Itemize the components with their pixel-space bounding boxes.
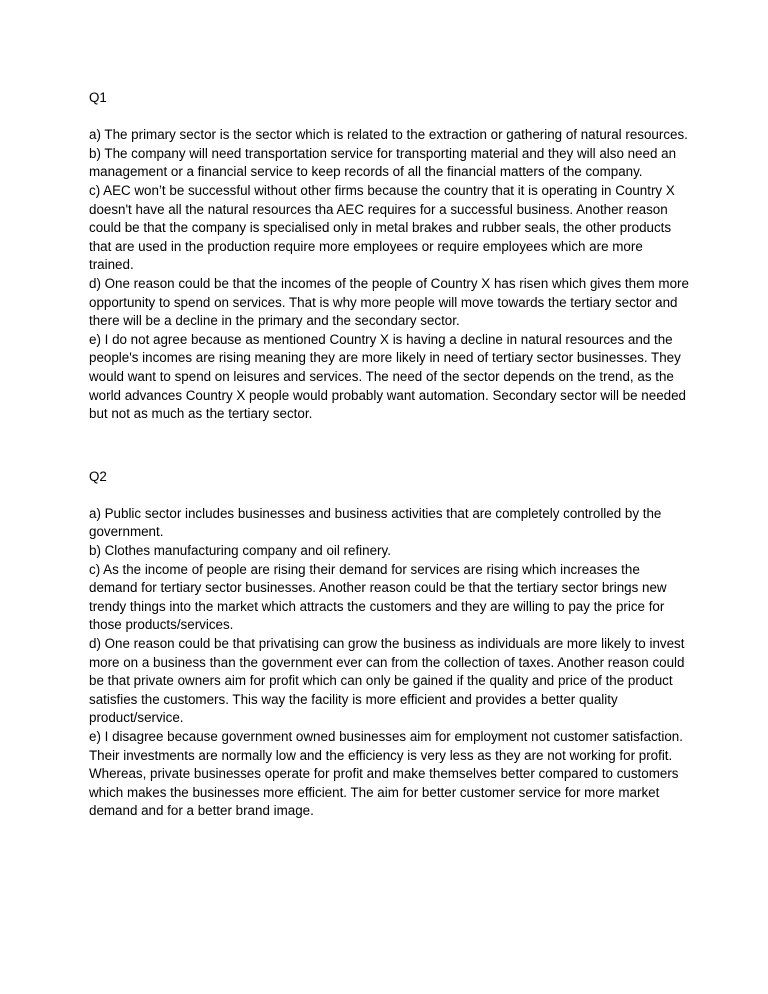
q1-answer-b: b) The company will need transportation service for transporting material and they will also need an management or a financial service to keep records of all the financial matters of the company. bbox=[89, 145, 677, 180]
q2-answer-c: c) As the income of people are rising their demand for services are rising which increases the demand for tertiary sector businesses. Another reason could be that the tertiary sector brings new trendy things into the market which attracts the customers and they are willing to pay the price for those products/services. bbox=[89, 561, 667, 633]
q2-answer-d: d) One reason could be that privatising can grow the business as individuals are more likely to invest more on a business than the government ever can from the collection of taxes. Another reason could be that private owners aim for profit which can only be gained if the quality and price of the product satisfies the customers. This way the facility is more efficient and provides a better quality product/service. bbox=[89, 636, 685, 726]
q1-answer-d: d) One reason could be that the incomes of the people of Country X has risen which gives them more opportunity to spend on services. That is why more people will move towards the tertiary sector and there will be a decline in the primary and the secondary sector. bbox=[89, 275, 689, 329]
q1-answer-e: e) I do not agree because as mentioned Country X is having a decline in natural resources and the people's incomes are rising meaning they are more likely in need of tertiary sector businesses. They would want to spend on leisures and services. The need of the sector depends on the trend, as the world advances Country X people would probably want automation. Secondary sector will be needed but not as much as the tertiary sector. bbox=[89, 331, 686, 422]
question-2-heading: Q2 bbox=[89, 468, 107, 484]
q2-answer-b: b) Clothes manufacturing company and oil refinery. bbox=[89, 543, 391, 559]
q1-answer-c: c) AEC won’t be successful without other firms because the country that it is operating in Country X doesn't have all the natural resources tha AEC requires for a successful business. Another reason could be that the company is specialised only in metal brakes and rubber seals, the other products that are used in the production require more employees or require employees which are more trained. bbox=[89, 182, 675, 273]
question-2-section bbox=[89, 468, 689, 821]
q2-answer-e: e) I disagree because government owned businesses aim for employment not customer satisfaction. Their investments are normally low and the efficiency is very less as they are not working for profit. Whereas, private businesses operate for profit and make themselves better compared to customers which makes the businesses more efficient. The aim for better customer service for more market demand and for a better brand image. bbox=[89, 729, 683, 819]
question-1-section bbox=[89, 89, 689, 424]
question-1-heading: Q1 bbox=[89, 90, 107, 105]
q2-answer-a: a) Public sector includes businesses and business activities that are completely controlled by the government. bbox=[89, 505, 662, 540]
document-page bbox=[89, 89, 689, 821]
q1-answer-a: a) The primary sector is the sector which is related to the extraction or gathering of natural resources. bbox=[89, 127, 688, 143]
